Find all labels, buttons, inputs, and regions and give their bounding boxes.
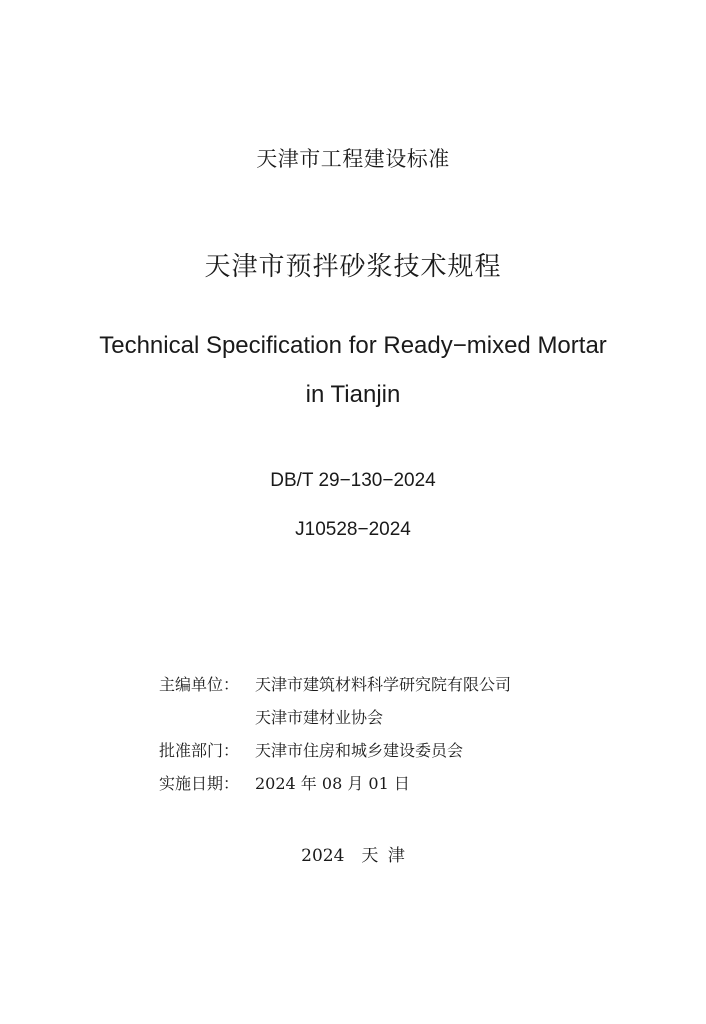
approver-value: 天津市住房和城乡建设委员会	[255, 741, 464, 760]
document-title-en-line2: in Tianjin	[305, 381, 401, 408]
effective-label: 实施日期：	[159, 774, 240, 793]
standard-series-title: 天津市工程建设标准	[256, 147, 450, 171]
editor-value-2: 天津市建材业协会	[255, 708, 384, 727]
document-title-en-line1: Technical Specification for Ready−mixed Mortar	[99, 332, 607, 359]
label-spacer	[159, 701, 255, 734]
approver-row	[159, 734, 511, 767]
editor-row	[159, 668, 511, 701]
approver-label: 批准部门：	[159, 741, 240, 760]
footer-year-place: 2024 天 津	[301, 846, 405, 866]
effective-date-row	[159, 767, 511, 800]
editor-value-1: 天津市建筑材料科学研究院有限公司	[255, 675, 512, 694]
editor-row-2	[159, 701, 511, 734]
document-title-zh: 天津市预拌砂浆技术规程	[204, 252, 502, 282]
editor-label: 主编单位：	[159, 675, 240, 694]
record-code: J10528−2024	[295, 519, 411, 540]
standard-code: DB/T 29−130−2024	[270, 470, 436, 491]
publication-info	[159, 668, 511, 800]
effective-date-value: 2024 年 08 月 01 日	[255, 774, 410, 793]
